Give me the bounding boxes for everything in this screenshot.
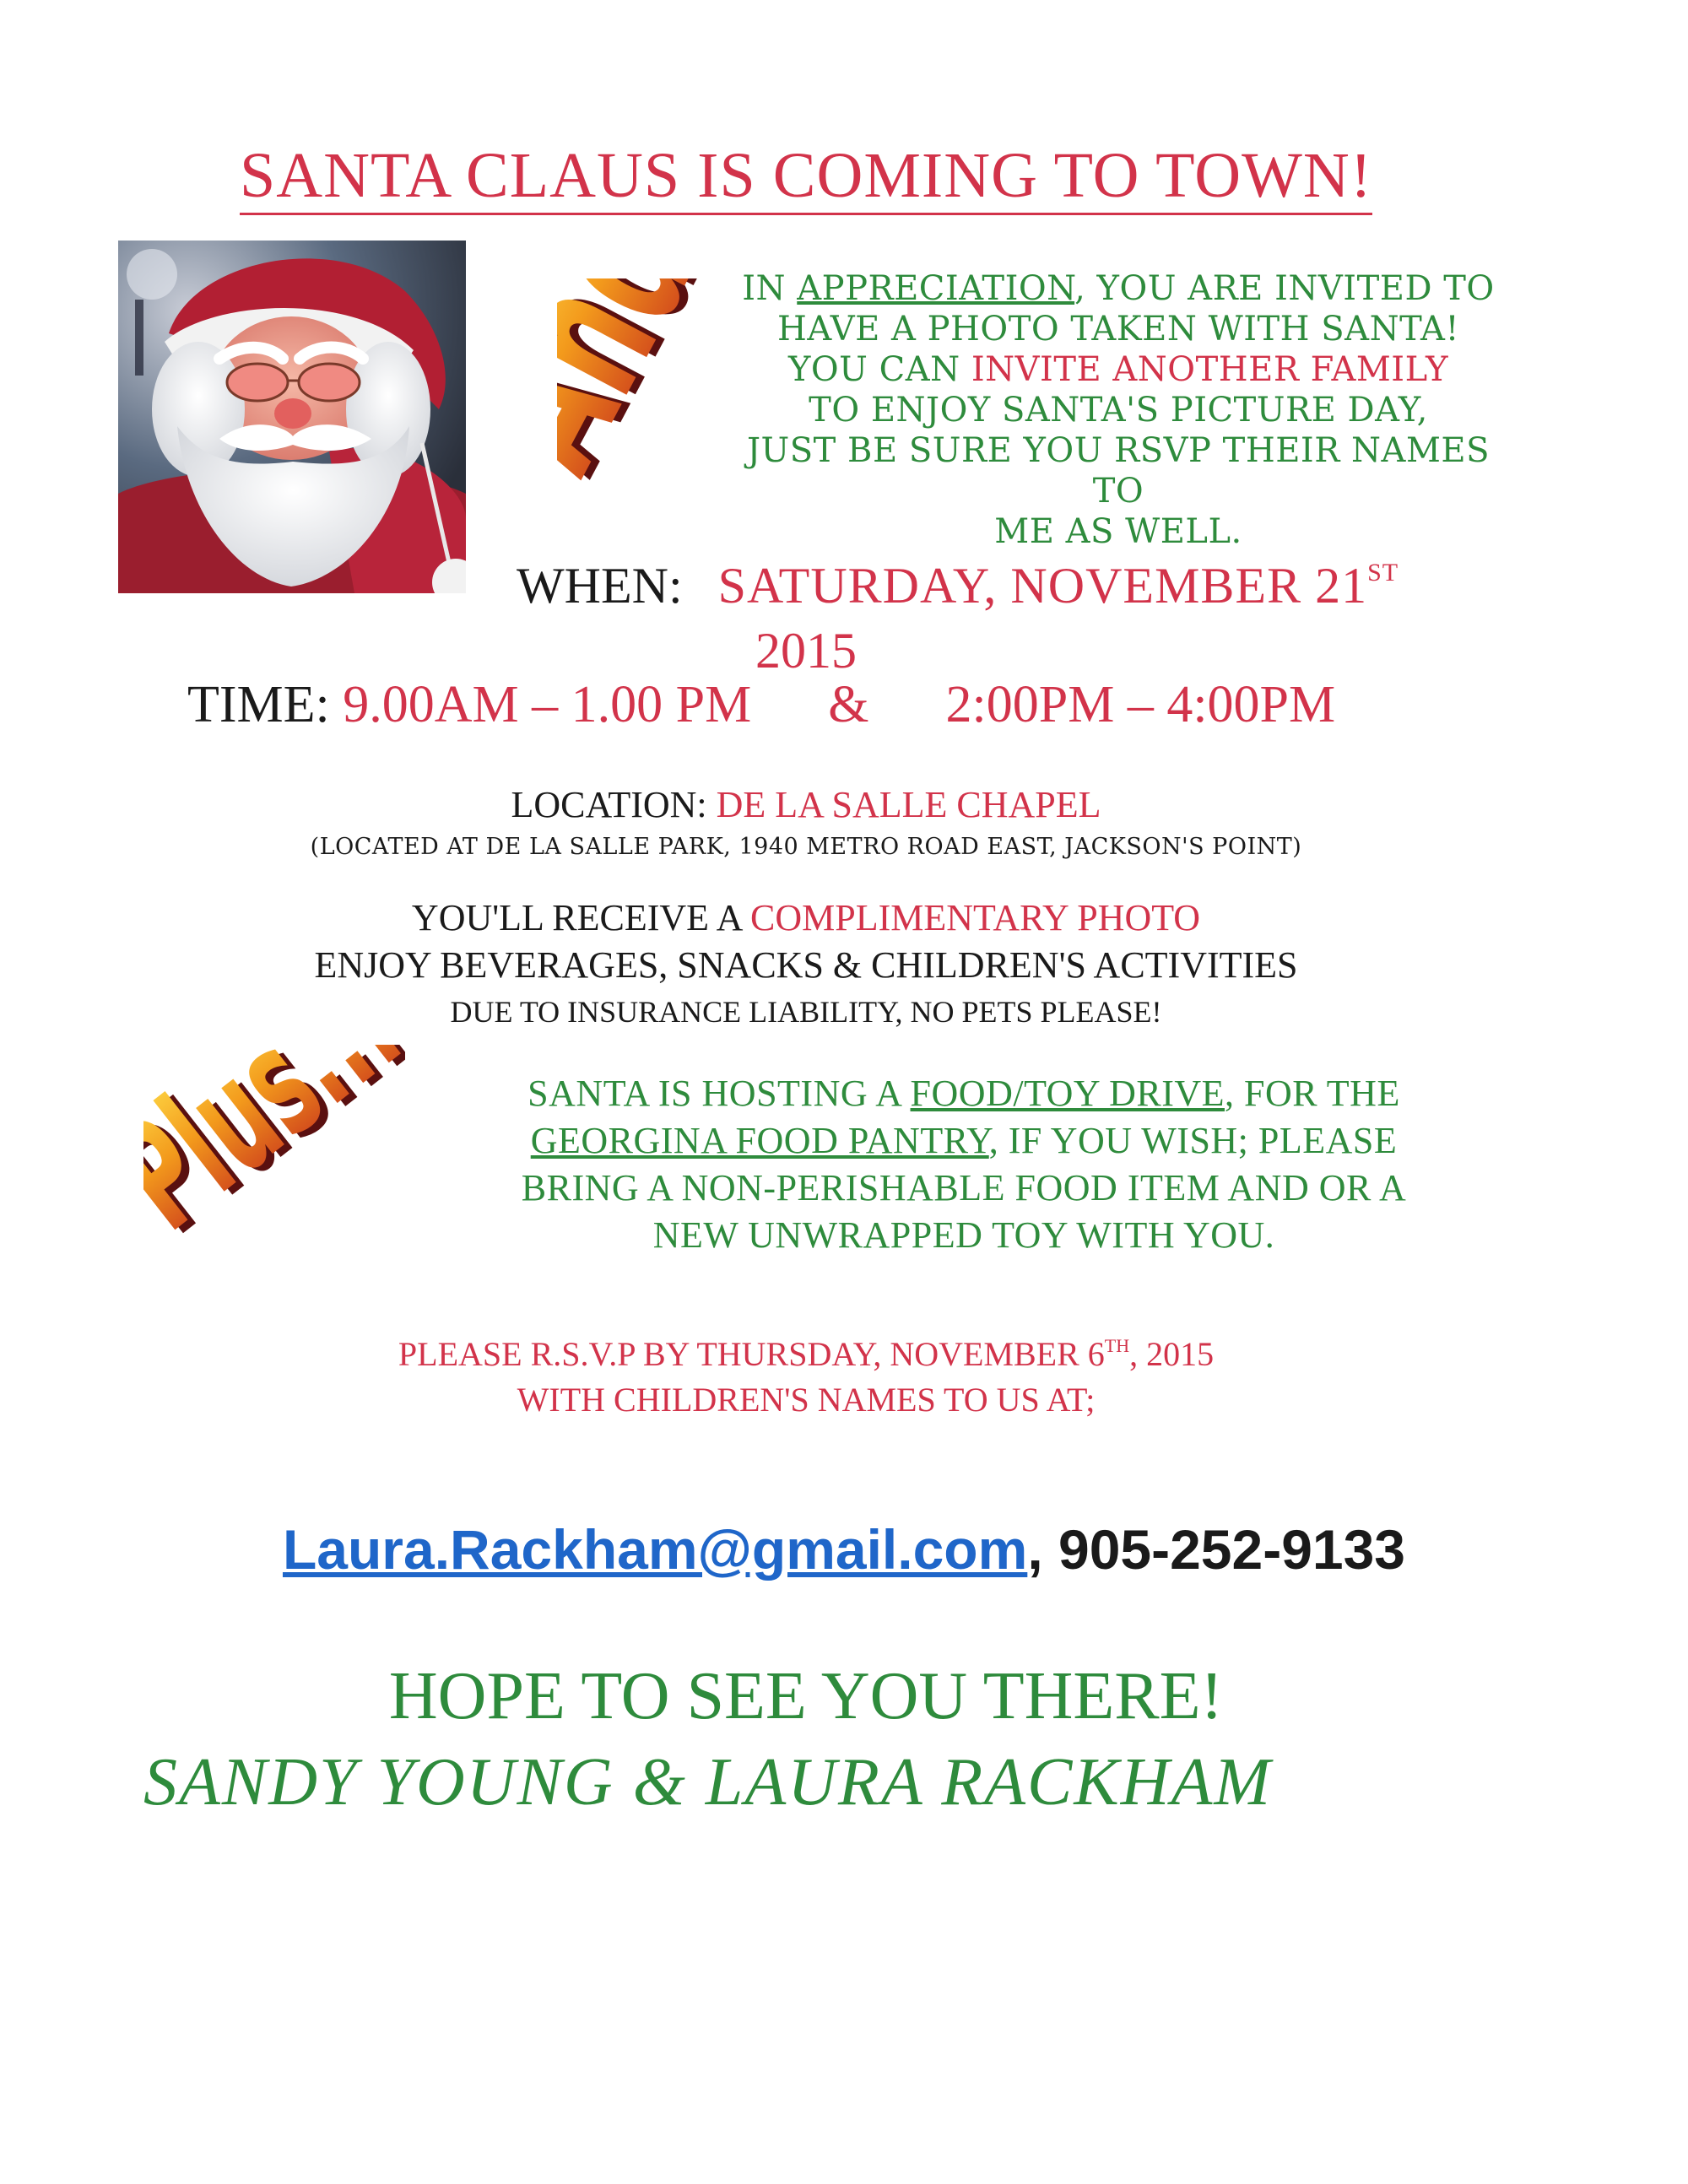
food-drive-line-1: [415, 1070, 1512, 1117]
contact-separator: ,: [1027, 1518, 1058, 1581]
santa-photo-illustration: [118, 241, 466, 593]
and-wordart-graphic: [557, 278, 760, 498]
appreciation-line-4: TO ENJOY SANTA'S PICTURE DAY,: [809, 391, 1428, 430]
time-label: TIME:: [187, 676, 330, 733]
appreciation-block: [734, 268, 1502, 552]
when-year: 2015: [755, 623, 857, 678]
and-wordart: [557, 278, 760, 498]
location-name: DE LA SALLE CHAPEL: [716, 784, 1101, 825]
food-drive-block: [415, 1070, 1512, 1259]
location-address: (LOCATED AT DE LA SALLE PARK, 1940 METRO ROAD EAST, JACKSON'S POINT): [310, 834, 1302, 860]
when-label: WHEN:: [517, 558, 683, 614]
georgina-food-pantry-text: GEORGINA FOOD PANTRY: [530, 1120, 989, 1161]
location-label: LOCATION:: [511, 784, 707, 825]
food-toy-drive-text: FOOD/TOY DRIVE: [910, 1073, 1225, 1114]
rsvp-date-suffix: TH: [1104, 1335, 1130, 1356]
when-date-suffix: ST: [1367, 559, 1399, 587]
rsvp-line-1: [0, 1323, 1612, 1377]
food-drive-mid: , FOR THE: [1225, 1073, 1400, 1114]
plus-wordart: [143, 1045, 405, 1247]
hope-to-see-you: HOPE TO SEE YOU THERE!: [388, 1659, 1224, 1733]
time-ampersand: &: [828, 676, 869, 733]
rsvp-date-text: PLEASE R.S.V.P BY THURSDAY, NOVEMBER 6: [398, 1335, 1105, 1373]
time-slot-2: 2:00PM – 4:00PM: [945, 676, 1336, 733]
signoff-names: SANDY YOUNG & LAURA RACKHAM: [143, 1745, 1273, 1819]
food-drive-pre: SANTA IS HOSTING A: [528, 1073, 911, 1114]
food-drive-line-3: BRING A NON-PERISHABLE FOOD ITEM AND OR A: [521, 1167, 1407, 1208]
appreciation-line-3: [734, 349, 1502, 390]
appreciation-line-2: HAVE A PHOTO TAKEN WITH SANTA!: [776, 310, 1460, 349]
activities-line: ENJOY BEVERAGES, SNACKS & CHILDREN'S ACTIVITIES: [314, 944, 1298, 986]
appreciation-underlined: APPRECIATION: [797, 269, 1075, 308]
appreciation-line-6: ME AS WELL.: [994, 512, 1242, 551]
invite-family-text: INVITE ANOTHER FAMILY: [971, 350, 1449, 389]
when-date-text: SATURDAY, NOVEMBER 21: [717, 558, 1368, 614]
complimentary-photo-line: [0, 896, 1612, 939]
appreciation-line-3-pre: YOU CAN: [787, 350, 971, 389]
plus-wordart-graphic: [143, 1045, 405, 1247]
complimentary-photo-text: COMPLIMENTARY PHOTO: [749, 897, 1201, 938]
food-drive-line-4: NEW UNWRAPPED TOY WITH YOU.: [652, 1214, 1275, 1256]
appreciation-line-1-pre: IN: [742, 269, 798, 308]
contact-row: [0, 1517, 1688, 1581]
time-row: [187, 675, 1622, 735]
no-pets-line: DUE TO INSURANCE LIABILITY, NO PETS PLEASE!: [450, 995, 1162, 1029]
appreciation-line-1-post: , YOU ARE INVITED TO: [1074, 269, 1495, 308]
food-drive-post: , IF YOU WISH; PLEASE: [988, 1120, 1398, 1161]
time-slot-1: 9.00AM – 1.00 PM: [343, 676, 752, 733]
appreciation-line-5: JUST BE SURE YOU RSVP THEIR NAMES TO: [747, 431, 1490, 511]
receive-text: YOU'LL RECEIVE A: [411, 897, 750, 938]
location-row: [0, 783, 1612, 826]
appreciation-line-1: [734, 268, 1502, 309]
santa-photo: [118, 241, 466, 593]
phone-number: 905-252-9133: [1058, 1518, 1406, 1581]
email-link[interactable]: Laura.Rackham@gmail.com: [282, 1518, 1028, 1581]
plus-wordart-text: Plus...: [143, 1045, 405, 1247]
food-drive-line-2: [415, 1117, 1512, 1165]
rsvp-year-text: , 2015: [1129, 1335, 1215, 1373]
rsvp-line-2: WITH CHILDREN'S NAMES TO US AT;: [517, 1381, 1096, 1419]
page-title: [0, 139, 1612, 213]
rsvp-block: [0, 1323, 1612, 1423]
when-date: [718, 558, 1399, 614]
page-title-text: SANTA CLAUS IS COMING TO TOWN!: [240, 140, 1372, 215]
when-row: [517, 557, 1614, 615]
plus-wordart-shadow: Plus...: [143, 1045, 405, 1247]
